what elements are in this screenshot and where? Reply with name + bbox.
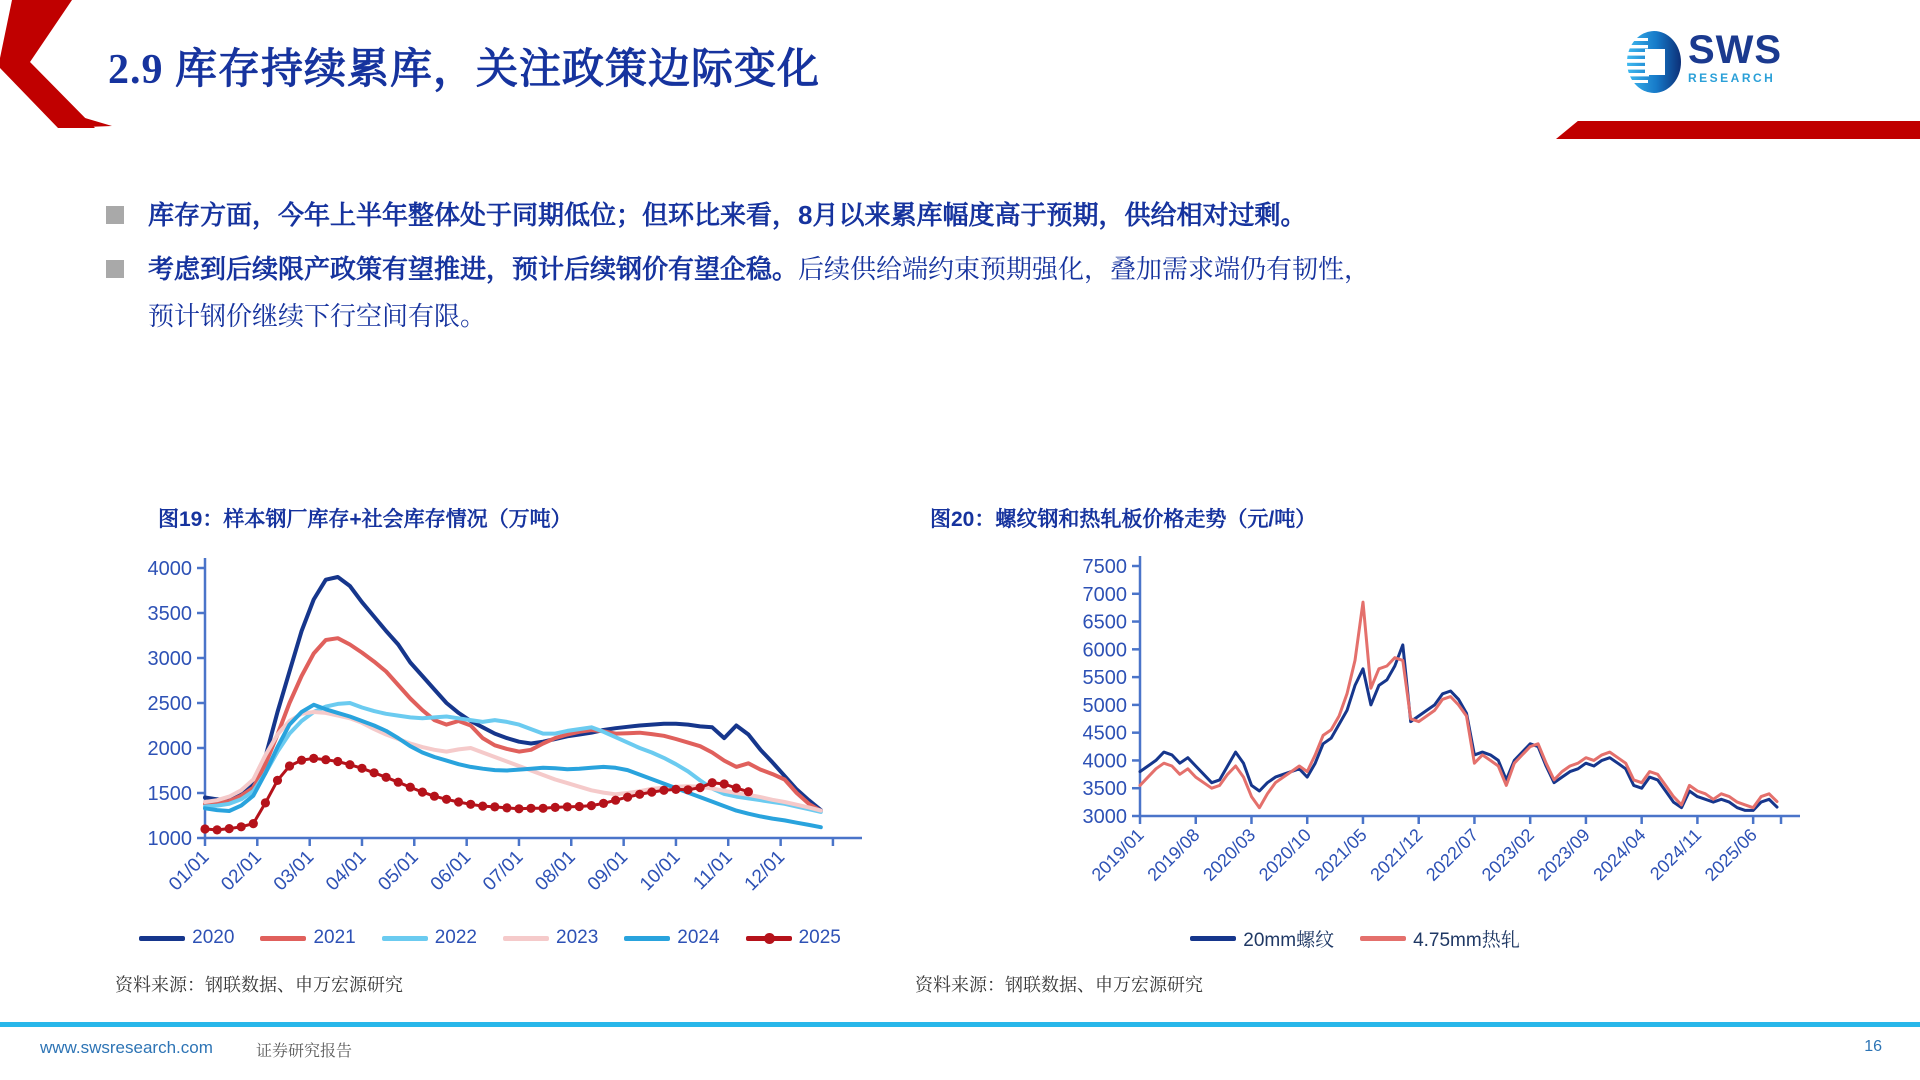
source-note: 资料来源：钢联数据、申万宏源研究 (115, 975, 403, 995)
red-chevron-icon (0, 0, 115, 130)
svg-text:2024/11: 2024/11 (1646, 824, 1706, 884)
svg-text:04/01: 04/01 (322, 846, 371, 896)
bullet-square-icon (106, 206, 124, 224)
footer-website-link[interactable]: www.swsresearch.com (40, 1038, 213, 1057)
inventory-line-chart (100, 541, 880, 913)
svg-text:2019/01: 2019/01 (1087, 824, 1148, 885)
chart-legend (905, 927, 1805, 949)
footer (0, 1038, 1920, 1068)
svg-text:02/01: 02/01 (217, 846, 266, 896)
legend-item-2021 (260, 927, 355, 949)
svg-text:5500: 5500 (1082, 667, 1127, 690)
svg-text:4000: 4000 (147, 558, 192, 580)
svg-text:1500: 1500 (147, 783, 192, 805)
svg-text:2020/03: 2020/03 (1199, 824, 1260, 885)
sws-logo (1626, 30, 1782, 96)
chart-title: 图19：样本钢厂库存+社会库存情况（万吨） (158, 508, 572, 531)
bullet-square-icon (106, 260, 124, 278)
svg-text:2021/05: 2021/05 (1310, 824, 1371, 885)
legend-line-swatch (746, 936, 792, 941)
svg-text:2500: 2500 (147, 693, 192, 715)
bullet-list (106, 192, 1381, 347)
legend-label: 2022 (434, 927, 477, 948)
legend-item-20mm螺纹 (1190, 925, 1334, 952)
footer-doc-type: 证券研究报告 (256, 1043, 353, 1060)
legend-label: 2020 (192, 927, 235, 948)
svg-text:07/01: 07/01 (479, 846, 528, 896)
svg-text:2019/08: 2019/08 (1143, 824, 1204, 885)
legend-line-swatch (624, 936, 670, 941)
bullet-1-text: 库存方面，今年上半年整体处于同期低位；但环比来看，8月以来累库幅度高于预期，供给相对过剩。 (148, 200, 1307, 230)
svg-text:3000: 3000 (147, 648, 192, 670)
svg-text:3500: 3500 (1082, 778, 1127, 801)
source-note: 资料来源：钢联数据、申万宏源研究 (915, 975, 1203, 995)
legend-line-swatch (503, 936, 549, 941)
legend-label: 2025 (798, 927, 841, 948)
legend-marker-dot (764, 933, 775, 944)
bullet-item-1 (106, 192, 1381, 239)
svg-text:2025/06: 2025/06 (1700, 824, 1761, 885)
legend-line-swatch (260, 936, 306, 941)
figure-19-inventory-chart (100, 505, 880, 997)
bullet-item-2 (106, 246, 1381, 340)
footer-divider (0, 1022, 1920, 1027)
svg-text:1000: 1000 (147, 828, 192, 850)
svg-text:2023/09: 2023/09 (1533, 824, 1594, 885)
chart-title: 图20：螺纹钢和热轧板价格走势（元/吨） (930, 508, 1317, 531)
svg-text:2000: 2000 (147, 738, 192, 760)
red-bar-decoration (1556, 121, 1920, 139)
chart-legend (100, 927, 880, 949)
svg-text:4500: 4500 (1082, 722, 1127, 745)
legend-label: 2023 (556, 927, 599, 948)
svg-text:3000: 3000 (1082, 806, 1127, 828)
svg-text:2020/10: 2020/10 (1254, 824, 1316, 885)
legend-item-2024 (624, 927, 719, 949)
svg-text:09/01: 09/01 (583, 846, 633, 896)
legend-item-2023 (503, 927, 598, 949)
bullet-2-bold-text: 考虑到后续限产政策有望推进，预计后续钢价有望企稳。 (148, 254, 799, 284)
legend-line-swatch (1360, 936, 1406, 941)
legend-item-4.75mm热轧 (1360, 925, 1520, 952)
svg-text:2024/04: 2024/04 (1589, 824, 1650, 885)
svg-text:06/01: 06/01 (426, 846, 476, 896)
bullet-text (148, 246, 1381, 340)
bullet-text (148, 192, 1306, 239)
logo-subtext: RESEARCH (1688, 71, 1776, 85)
svg-text:11/01: 11/01 (689, 846, 737, 895)
logo-text: SWS (1688, 28, 1783, 72)
legend-label: 2024 (677, 927, 720, 948)
svg-text:6000: 6000 (1082, 639, 1127, 662)
svg-text:05/01: 05/01 (374, 846, 423, 896)
legend-item-2025 (746, 927, 841, 949)
bullet-2-normal-text: 后续供给端约束预期强化，叠加需求端仍有韧性，预计钢价继续下行空间有限。 (148, 254, 1371, 331)
legend-label: 20mm螺纹 (1243, 929, 1335, 951)
legend-item-2020 (139, 927, 234, 949)
svg-text:03/01: 03/01 (269, 846, 319, 896)
legend-label: 2021 (313, 927, 356, 948)
svg-text:7500: 7500 (1082, 556, 1127, 578)
page-number: 16 (1864, 1038, 1882, 1055)
svg-text:6500: 6500 (1082, 611, 1127, 634)
svg-text:12/01: 12/01 (740, 846, 790, 896)
legend-item-2022 (382, 927, 477, 949)
legend-line-swatch (1190, 936, 1236, 941)
legend-line-swatch (139, 936, 185, 941)
svg-text:7000: 7000 (1082, 583, 1127, 606)
svg-text:2023/02: 2023/02 (1477, 824, 1539, 885)
svg-text:5000: 5000 (1082, 694, 1127, 717)
svg-text:10/01: 10/01 (636, 846, 685, 896)
sws-globe-icon (1626, 30, 1682, 96)
legend-label: 4.75mm热轧 (1413, 929, 1520, 951)
svg-text:2021/12: 2021/12 (1366, 824, 1427, 885)
page-title: 2.9 库存持续累库，关注政策边际变化 (108, 47, 821, 93)
figure-20-price-chart (905, 505, 1805, 997)
svg-text:3500: 3500 (147, 603, 192, 625)
svg-text:2022/07: 2022/07 (1422, 824, 1483, 885)
svg-text:08/01: 08/01 (531, 846, 580, 896)
price-line-chart (905, 541, 1805, 913)
svg-text:01/01: 01/01 (165, 846, 214, 896)
svg-text:4000: 4000 (1082, 750, 1127, 773)
legend-line-swatch (382, 936, 428, 941)
